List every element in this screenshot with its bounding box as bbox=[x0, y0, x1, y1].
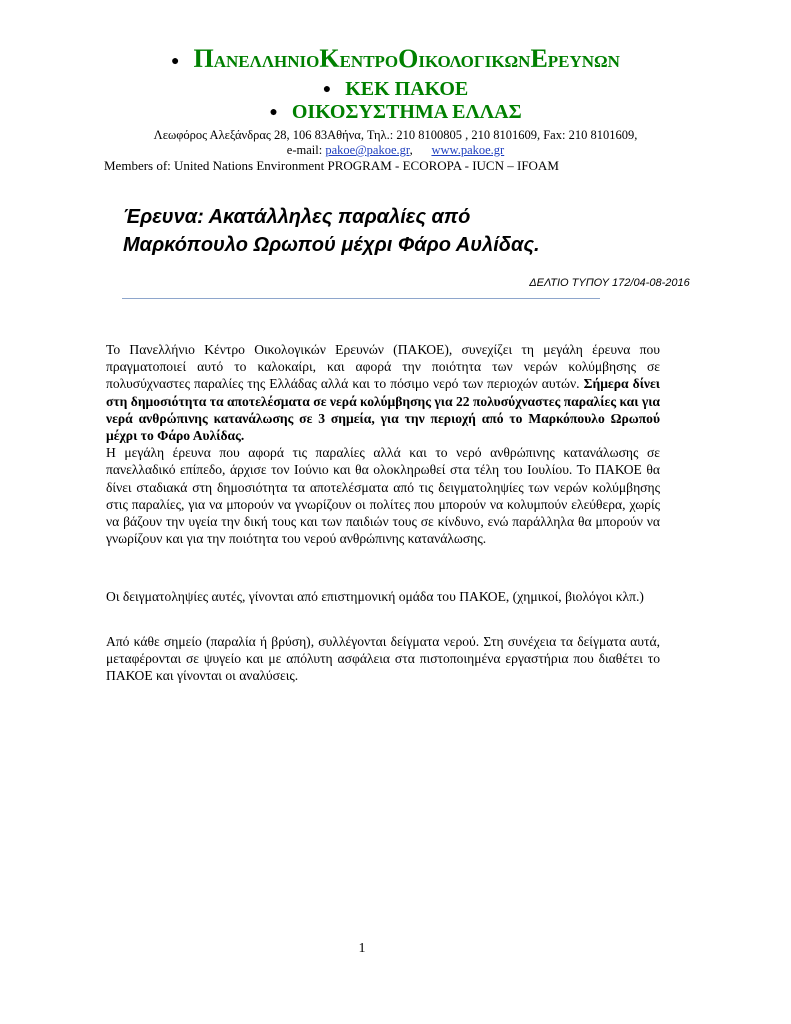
email-link[interactable]: pakoe@pakoe.gr bbox=[325, 143, 410, 157]
article-title bbox=[123, 203, 683, 259]
org-name-rest-2: ΕΝΤΡΟ bbox=[339, 52, 399, 71]
paragraph-3: Από κάθε σημείο (παραλία ή βρύση), συλλέγονται δείγματα νερού. Στη συνέχεια τα δείγματα αυτά, μεταφέρονται σε ψυγείο και με απόλυτη ασφάλεια στα πιστοποιημένα εργαστήρια που διαθέτει το ΠΑΚΟΕ και γίνονται οι αναλύσεις. bbox=[106, 634, 660, 684]
press-release-text: ΔΕΛΤΙΟ ΤΥΠΟΥ 172/04-08-2016 bbox=[529, 277, 690, 289]
email-label: e-mail: bbox=[286, 143, 323, 157]
paragraph-1-continued: Η μεγάλη έρευνα που αφορά τις παραλίες αλλά και το νερό ανθρώπινης κατανάλωσης σε πανελλαδικό επίπεδο, άρχισε τον Ιούνιο και θα ολοκληρωθεί στα τέλη του Ιουλίου. Το ΠΑΚΟΕ θα δίνει σταδιακά στη δημοσιότητα τα αποτελέσματα από τις δειγματοληψίες των νερών κολύμβησης στις παραλίες, για να μπορούν να γνωρίζουν οι πολίτες που μπορούν να κολυμπούν ελεύθερα, χωρίς να βάζουν την υγεία την δική τους και των παιδιών τους σε κίνδυνο, ενώ παράλληλα θα μπορούν να γνωρίζουν και για την ποιότητα του νερού ανθρώπινης κατανάλωσης. bbox=[106, 445, 660, 547]
org-name-rest-3: ΙΚΟΛΟΓΙΚΩΝ bbox=[418, 52, 531, 71]
address-line: Λεωφόρος Αλεξάνδρας 28, 106 83Αθήνα, Τηλ.: 210 8100805 , 210 8101609, Fax: 210 8101609, bbox=[153, 128, 638, 142]
org-name-rest-4: ΡΕΥΝΩΝ bbox=[547, 52, 620, 71]
website-link[interactable]: www.pakoe.gr bbox=[431, 143, 505, 157]
org-name-cap-3: Ο bbox=[398, 44, 419, 73]
members-line: Members of: United Nations Environment PROGRAM - ECOROPA - IUCN – IFOAM bbox=[104, 158, 559, 173]
paragraph-1-highlight: Σήμερα δίνει στη δημοσιότητα τα αποτελέσματα σε νερά κολύμβησης για 22 πολυσύχναστες παραλίες και για νερά ανθρώπινης κατανάλωσης σε 3 σημεία, για την περιοχή από το Μαρκόπουλο Ωρωπού μέχρι το Φάρο Αυλίδας. bbox=[106, 376, 661, 444]
kek-pakoe-text: ΚΕΚ ΠΑΚΟΕ bbox=[345, 78, 469, 100]
kek-pakoe-line bbox=[0, 78, 791, 101]
bullet-icon: ● bbox=[269, 105, 278, 121]
page-number: 1 bbox=[358, 941, 366, 956]
title-line-1: Έρευνα: Ακατάλληλες παραλίες από bbox=[123, 206, 471, 228]
org-name-cap-2: Κ bbox=[319, 44, 340, 73]
ecosystem-text: ΟΙΚΟΣΥΣΤΗΜΑ ΕΛΛΑΣ bbox=[291, 101, 522, 123]
paragraph-1 bbox=[106, 341, 660, 547]
bullet-icon: ● bbox=[322, 82, 332, 98]
org-name bbox=[0, 44, 791, 74]
contact-line: e-mail: pakoe@pakoe.gr, www.pakoe.gr bbox=[286, 143, 505, 157]
bullet-icon: ● bbox=[171, 53, 180, 69]
paragraph-1-intro: Το Πανελλήνιο Κέντρο Οικολογικών Ερευνών (ΠΑΚΟΕ), συνεχίζει τη μεγάλη έρευνα που πραγματοποιεί αυτό το καλοκαίρι, και αφορά την ποιότητα των νερών κολύμβησης σε πολυσύχναστες παραλίες της Ελλάδας αλλά και το πόσιμο νερό των περιοχών αυτών. bbox=[106, 342, 660, 392]
ecosystem-line bbox=[0, 101, 791, 124]
org-name-cap-1: Π bbox=[193, 44, 214, 73]
press-release-id bbox=[0, 277, 731, 289]
divider bbox=[122, 298, 600, 299]
org-name-cap-4: Ε bbox=[530, 44, 548, 73]
org-name-rest-1: ΑΝΕΛΛΗΝΙΟ bbox=[213, 52, 320, 71]
title-line-2: Μαρκόπουλο Ωρωπού μέχρι Φάρο Αυλίδας. bbox=[123, 234, 540, 256]
paragraph-2: Οι δειγματοληψίες αυτές, γίνονται από επιστημονική ομάδα του ΠΑΚΟΕ, (χημικοί, βιολόγοι κλπ.) bbox=[106, 589, 644, 604]
